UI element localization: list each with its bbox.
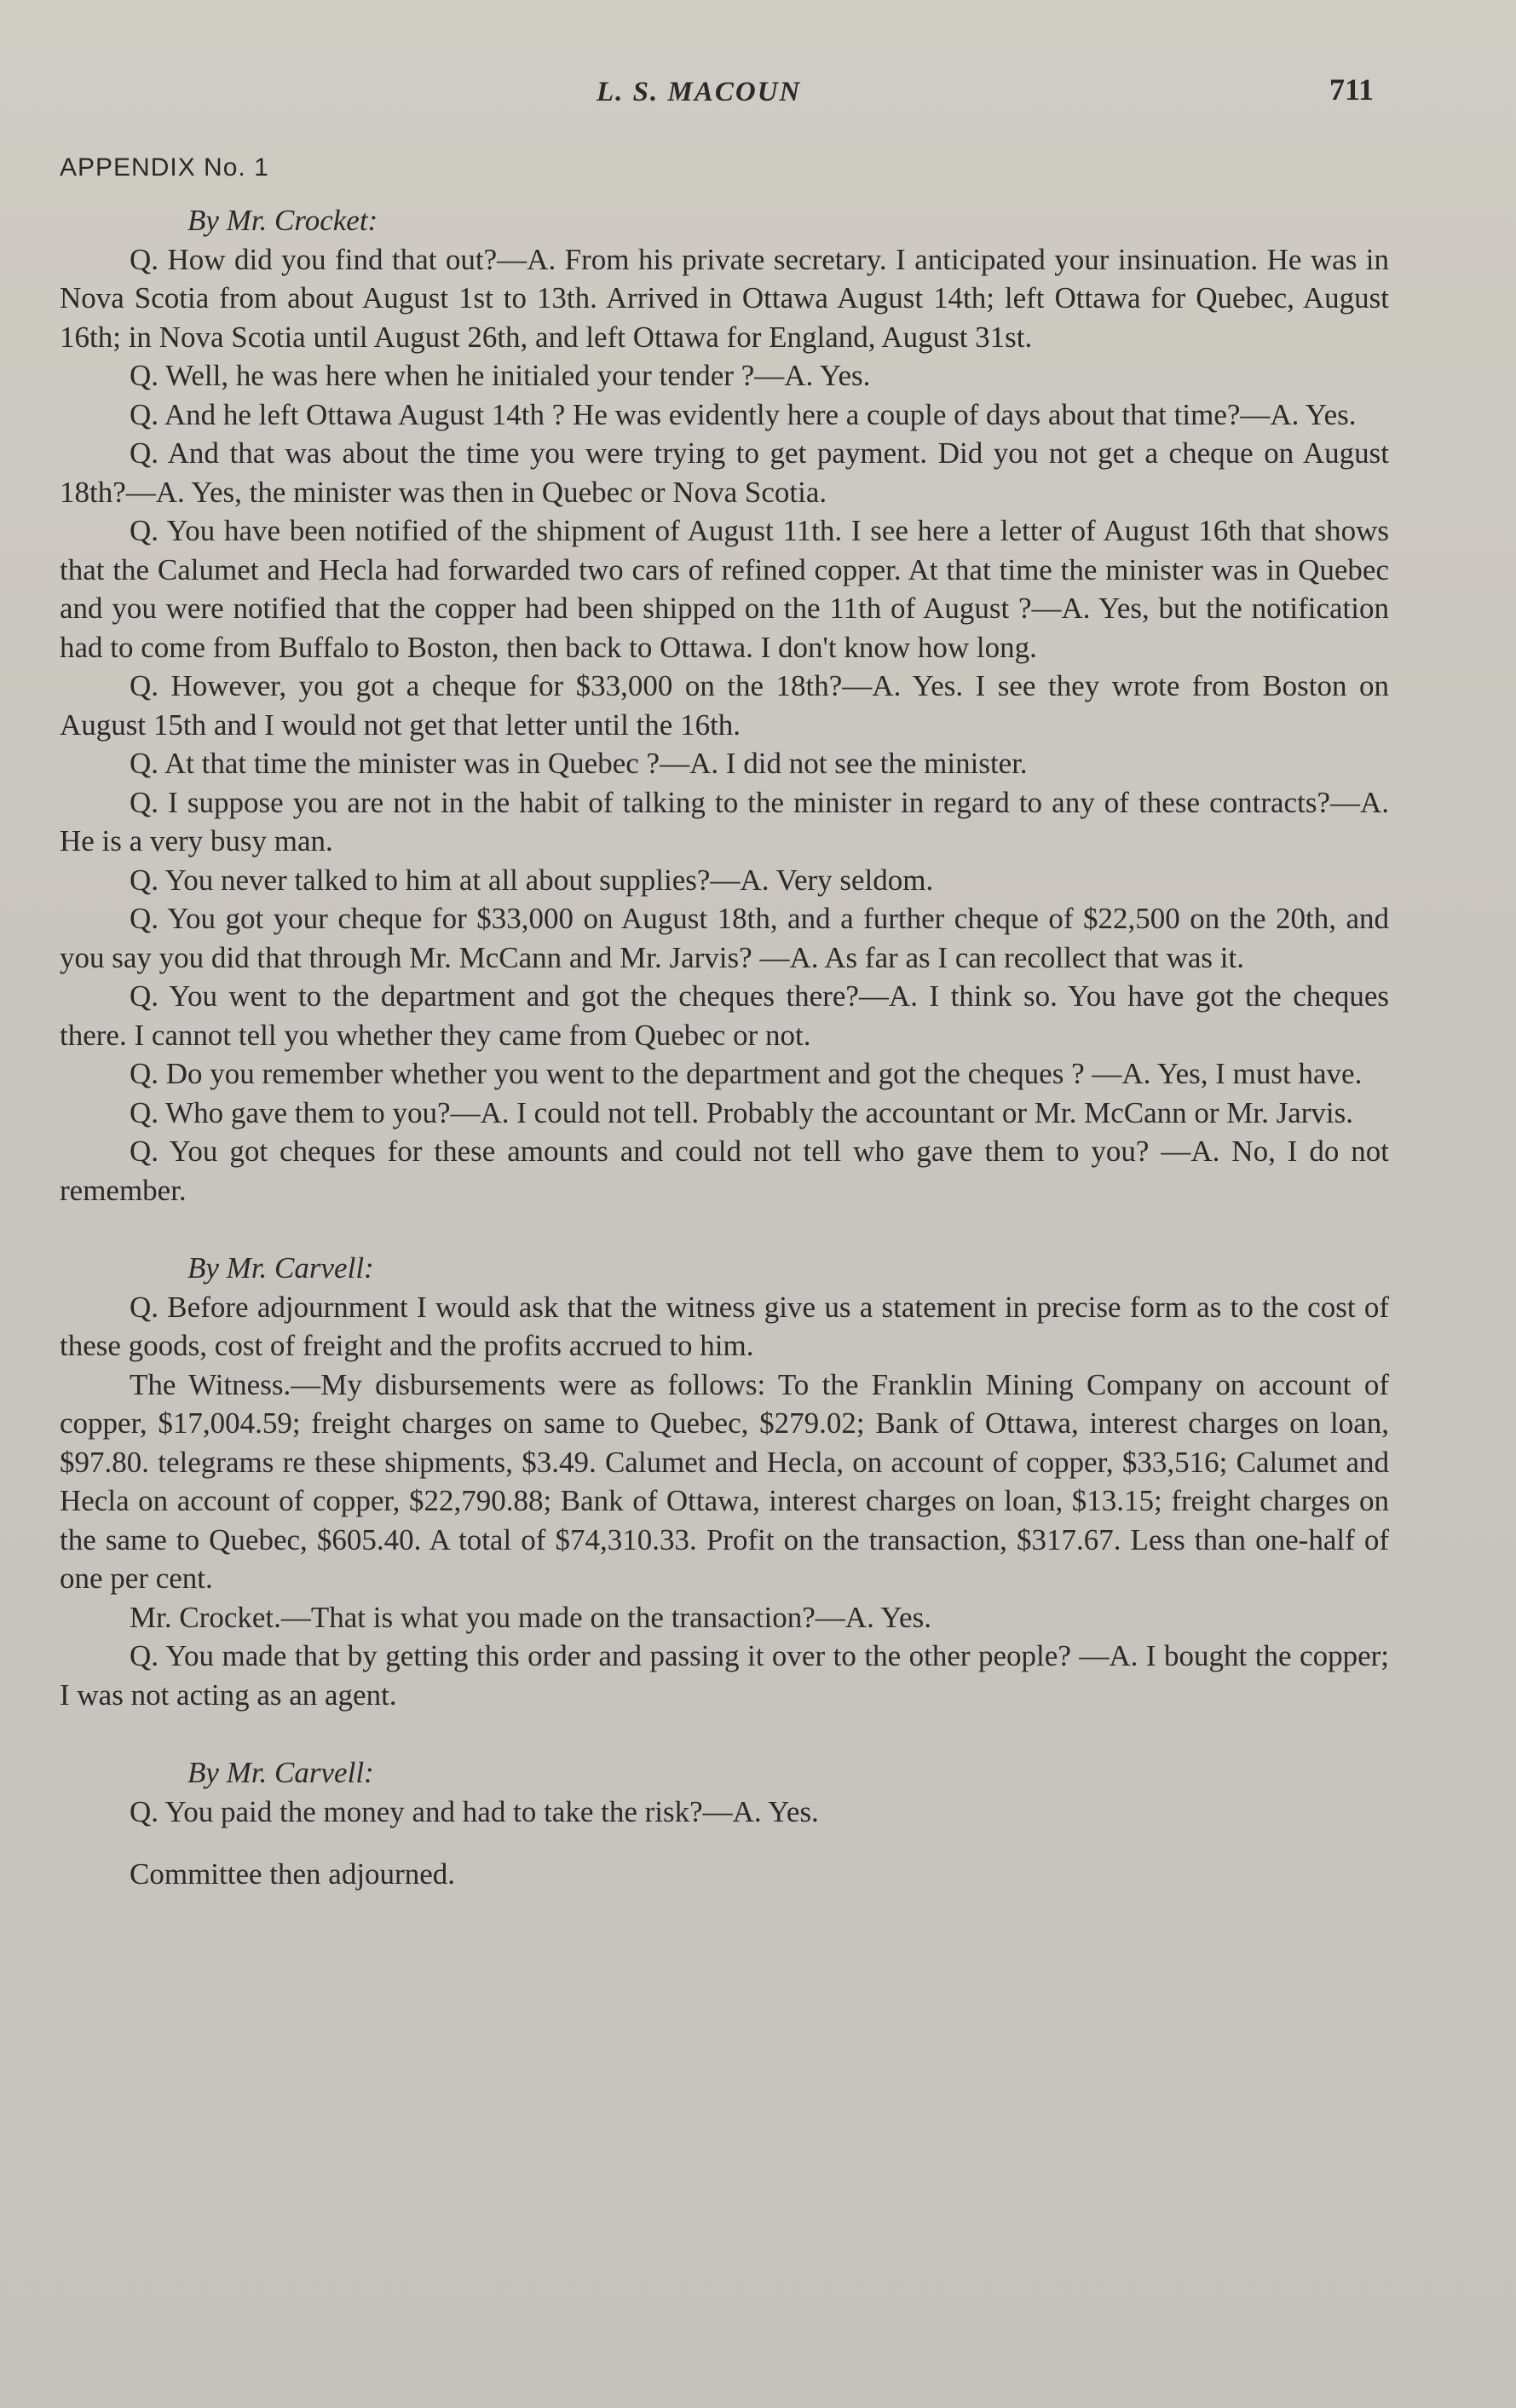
appendix-label: APPENDIX No. 1 (60, 153, 269, 182)
paragraph: Q. Do you remember whether you went to the department and got the cheques ? —A. Yes, I must have. (130, 1057, 1363, 1090)
paragraph: Q. However, you got a cheque for $33,000 on the 18th?—A. Yes. I see they wrote from Boston on August 15th and I would not get that letter until the 16th. (60, 669, 1389, 742)
paragraph: Q. Who gave them to you?—A. I could not tell. Probably the accountant or Mr. McCann or Mr. Jarvis. (130, 1095, 1354, 1129)
transcript-body (60, 201, 1389, 1894)
speaker-heading: By Mr. Carvell: (187, 1756, 374, 1789)
paragraph: Q. Well, he was here when he initialed your tender ?—A. Yes. (130, 359, 871, 392)
paragraph: Mr. Crocket.—That is what you made on the transaction?—A. Yes. (130, 1600, 931, 1634)
paragraph: Q. You have been notified of the shipment of August 11th. I see here a letter of August 16th that shows that the Calumet and Hecla had forwarded two cars of refined copper. At that time the minister was in Quebec and you were notified that the copper had been shipped on the 11th of August ?—A. Yes, but the notification had to come from Buffalo to Boston, then back to Ottawa. I don't know how long. (60, 514, 1389, 664)
paragraph: Q. You never talked to him at all about supplies?—A. Very seldom. (130, 863, 934, 897)
running-header (0, 72, 1516, 119)
paragraph: Q. Before adjournment I would ask that the witness give us a statement in precise form as to the cost of these goods, cost of freight and the profits accrued to him. (60, 1290, 1389, 1362)
paragraph: Q. You made that by getting this order and passing it over to the other people? —A. I bought the copper; I was not acting as an agent. (60, 1639, 1389, 1712)
paragraph: Q. And he left Ottawa August 14th ? He was evidently here a couple of days about that time?—A. Yes. (130, 397, 1357, 431)
closing-line: Committee then adjourned. (130, 1857, 455, 1891)
paragraph: Q. At that time the minister was in Quebec ?—A. I did not see the minister. (130, 747, 1028, 780)
speaker-heading: By Mr. Carvell: (187, 1251, 374, 1285)
page-number: 711 (1329, 72, 1375, 107)
paragraph: Q. And that was about the time you were trying to get payment. Did you not get a cheque on August 18th?—A. Yes, the minister was then in Quebec or Nova Scotia. (60, 436, 1389, 509)
speaker-heading: By Mr. Crocket: (187, 204, 378, 237)
paragraph: Q. You got your cheque for $33,000 on August 18th, and a further cheque of $22,500 on the 20th, and you say you did that through Mr. McCann and Mr. Jarvis? —A. As far as I can recollect that was it. (60, 902, 1389, 974)
paragraph: Q. You paid the money and had to take the risk?—A. Yes. (130, 1794, 819, 1828)
paragraph: Q. How did you find that out?—A. From his private secretary. I anticipated your insinuation. He was in Nova Scotia from about August 1st to 13th. Arrived in Ottawa August 14th; left Ottawa for Quebec, August 16th; in Nova Scotia until August 26th, and left Ottawa for England, August 31st. (60, 242, 1389, 354)
paragraph: Q. You got cheques for these amounts and could not tell who gave them to you? —A. No, I do not remember. (60, 1135, 1389, 1207)
paragraph: Q. You went to the department and got the cheques there?—A. I think so. You have got the cheques there. I cannot tell you whether they came from Quebec or not. (60, 979, 1389, 1052)
paragraph: Q. I suppose you are not in the habit of talking to the minister in regard to any of these contracts?—A. He is a very busy man. (60, 785, 1389, 858)
paragraph: The Witness.—My disbursements were as follows: To the Franklin Mining Company on account of copper, $17,004.59; freight charges on same to Quebec, $279.02; Bank of Ottawa, interest charges on loan, $97.80. telegrams re these shipments, $3.49. Calumet and Hecla, on account of copper, $33,516; Calumet and Hecla on account of copper, $22,790.88; Bank of Ottawa, interest charges on loan, $13.15; freight charges on the same to Quebec, $605.40. A total of $74,310.33. Profit on the transaction, $317.67. Less than one-half of one per cent. (60, 1367, 1389, 1595)
running-title: L. S. MACOUN (597, 77, 802, 107)
